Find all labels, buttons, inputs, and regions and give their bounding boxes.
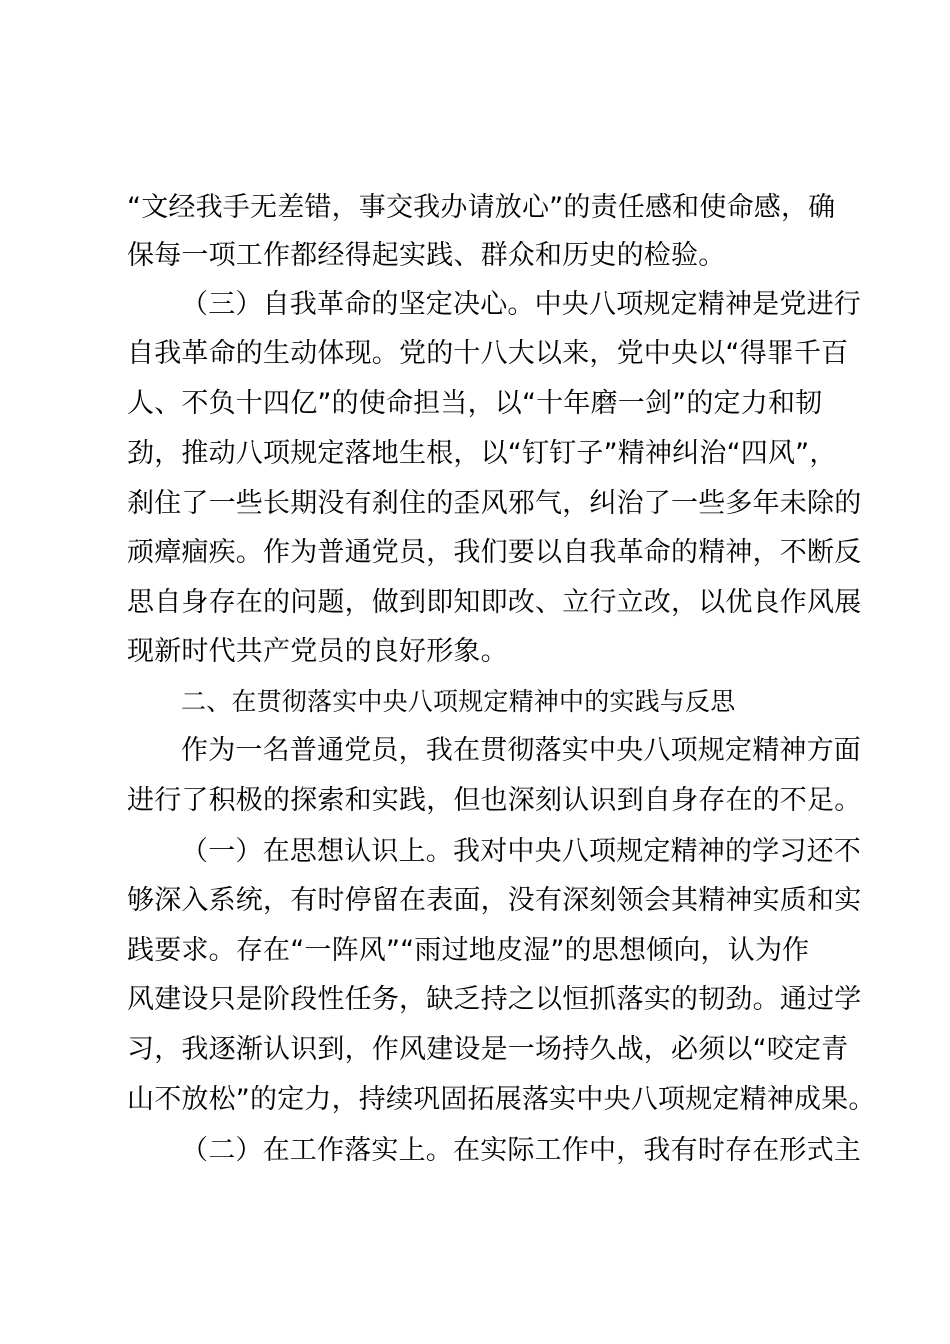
paragraph-line: （二）在工作落实上。在实际工作中，我有时存在形式主 <box>181 1135 861 1166</box>
paragraph-line: 进行了积极的探索和实践，但也深刻认识到自身存在的不足。 <box>127 785 862 816</box>
paragraph-line: （三）自我革命的坚定决心。中央八项规定精神是党进行 <box>181 289 861 320</box>
paragraph-line: 人、不负十四亿”的使命担当，以“十年磨一剑”的定力和韧 <box>127 388 823 419</box>
paragraph-line: 风建设只是阶段性任务，缺乏持之以恒抓落实的韧劲。通过学 <box>127 984 862 1015</box>
paragraph-line: 思自身存在的问题，做到即知即改、立行立改，以优良作风展 <box>127 587 862 618</box>
paragraph-line: 山不放松”的定力，持续巩固拓展落实中央八项规定精神成果。 <box>127 1084 876 1115</box>
paragraph-line: 践要求。存在“一阵风”“雨过地皮湿”的思想倾向，认为作 <box>127 935 810 966</box>
paragraph-line: 自我革命的生动体现。党的十八大以来，党中央以“得罪千百 <box>127 338 849 369</box>
paragraph-line: 够深入系统，有时停留在表面，没有深刻领会其精神实质和实 <box>127 885 862 916</box>
paragraph-line: 习，我逐渐认识到，作风建设是一场持久战，必须以“咬定青 <box>127 1034 849 1065</box>
paragraph-line: 保每一项工作都经得起实践、群众和历史的检验。 <box>127 240 726 271</box>
section-heading: 二、在贯彻落实中央八项规定精神中的实践与反思 <box>181 687 736 716</box>
paragraph-line: 劲，推动八项规定落地生根，以“钉钉子”精神纠治“四风”， <box>127 438 837 469</box>
paragraph-line: （一）在思想认识上。我对中央八项规定精神的学习还不 <box>181 836 861 867</box>
paragraph-line: 作为一名普通党员，我在贯彻落实中央八项规定精神方面 <box>181 735 861 766</box>
paragraph-line: “文经我手无差错，事交我办请放心”的责任感和使命感，确 <box>127 192 836 223</box>
paragraph-line: 顽瘴痼疾。作为普通党员，我们要以自我革命的精神，不断反 <box>127 537 862 568</box>
paragraph-line: 刹住了一些长期没有刹住的歪风邪气，纠治了一些多年未除的 <box>127 488 862 519</box>
paragraph-line: 现新时代共产党员的良好形象。 <box>127 636 508 667</box>
